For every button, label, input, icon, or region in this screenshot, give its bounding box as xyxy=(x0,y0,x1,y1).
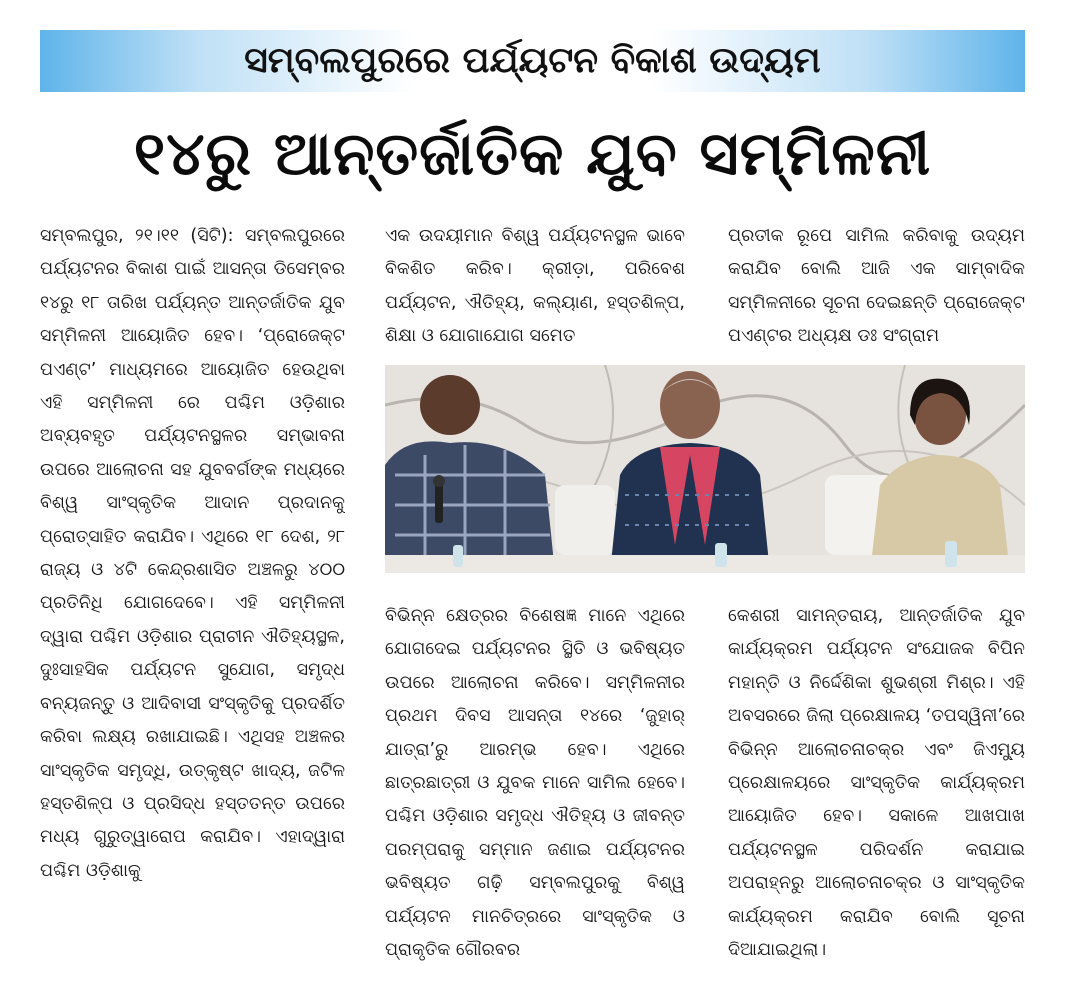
press-conference-photo xyxy=(385,365,1025,573)
column-3-bottom-text: କେଶରୀ ସାମନ୍ତରାୟ, ଆନ୍ତର୍ଜାତିକ ଯୁବ କାର୍ଯ୍ୟକ୍ରମ ପର୍ଯ୍ୟଟନ ସଂଯୋଜକ ବିପିନ ମହାନ୍ତି ଓ ନିର୍ଦ୍ଦେଶିକା ଶୁଭଶ୍ରୀ ମିଶ୍ର। ଏହି ଅବସରରେ ଜିଲା ପ୍ରେକ୍ଷାଳୟ ‘ତପସ୍ୱିନୀ’ରେ ବିଭିନ୍ନ ଆଲୋଚନାଚକ୍ର ଏବଂ ଜିଏମ୍ୟୁ ପ୍ରେକ୍ଷାଳୟରେ ସାଂସ୍କୃତିକ କାର୍ଯ୍ୟକ୍ରମ ଆୟୋଜିତ ହେବ। ସକାଳେ ଆଖପାଖ ପର୍ଯ୍ୟଟନସ୍ଥଳ ପରିଦର୍ଶନ କରାଯାଇ ଅପରାହ୍ନରୁ ଆଲୋଚନାଚକ୍ର ଓ ସାଂସ୍କୃତିକ କାର୍ଯ୍ୟକ୍ରମ କରାଯିବ ବୋଲି ସୂଚନା ଦିଆଯାଇଥିଲା। xyxy=(728,606,1025,961)
article-column-3-bottom xyxy=(728,600,1025,988)
column-2-bottom-text: ବିଭିନ୍ନ କ୍ଷେତ୍ରର ବିଶେଷଜ୍ଞ ମାନେ ଏଥିରେ ଯୋଗଦେଇ ପର୍ଯ୍ୟଟନର ସ୍ଥିତି ଓ ଭବିଷ୍ୟତ ଉପରେ ଆଲୋଚନା କରିବେ। ସମ୍ମିଳନୀର ପ୍ରଥମ ଦିବସ ଆସନ୍ତା ୧୪ରେ ‘ଜୁହାର୍ ଯାତ୍ରା’ରୁ ଆରମ୍ଭ ହେବ। ଏଥିରେ ଛାତ୍ରଛାତ୍ରୀ ଓ ଯୁବକ ମାନେ ସାମିଲ ହେବେ। ପଶ୍ଚିମ ଓଡ଼ିଶାର ସମୃଦ୍ଧ ଐତିହ୍ୟ ଓ ଜୀବନ୍ତ ପରମ୍ପରାକୁ ସମ୍ମାନ ଜଣାଇ ପର୍ଯ୍ୟଟନର ଭବିଷ୍ୟତ ଗଢ଼ି ସମ୍ବଲପୁରକୁ ବିଶ୍ୱ ପର୍ଯ୍ୟଟନ ମାନଚିତ୍ରରେ ସାଂସ୍କୃତିକ ଓ ପ୍ରାକୃତିକ ଗୌରବର xyxy=(385,606,685,961)
article-column-2-bottom xyxy=(385,600,685,988)
microphone-head xyxy=(433,475,445,487)
center-person-body xyxy=(610,443,770,573)
article-column-2-top xyxy=(385,220,685,355)
article-column-3-top xyxy=(728,220,1025,355)
water-bottle xyxy=(715,543,727,567)
center-person-head xyxy=(660,371,720,439)
column-1-text: ସମ୍ବଲପୁର, ୨୧।୧୧ (ସିଟି): ସମ୍ବଲପୁରରେ ପର୍ଯ୍ୟଟନର ବିକାଶ ପାଇଁ ଆସନ୍ତା ଡିସେମ୍ବର ୧୪ରୁ ୧୮ ତାରିଖ ପର୍ଯ୍ୟନ୍ତ ଆନ୍ତର୍ଜାତିକ ଯୁବ ସମ୍ମିଳନୀ ଆୟୋଜିତ ହେବ। ‘ପ୍ରୋଜେକ୍ଟ ପଏଣ୍ଟ’ ମାଧ୍ୟମରେ ଆୟୋଜିତ ହେଉଥିବା ଏହି ସମ୍ମିଳନୀ ରେ ପଶ୍ଚିମ ଓଡ଼ିଶାର ଅବ୍ୟବହୃତ ପର୍ଯ୍ୟଟନସ୍ଥଳର ସମ୍ଭାବନା ଉପରେ ଆଲୋଚନା ସହ ଯୁବବର୍ଗଙ୍କ ମଧ୍ୟରେ ବିଶ୍ୱ ସାଂସ୍କୃତିକ ଆଦାନ ପ୍ରଦାନକୁ ପ୍ରୋତ୍ସାହିତ କରାଯିବ। ଏଥିରେ ୧୮ ଦେଶ, ୨୮ ରାଜ୍ୟ ଓ ୪ଟି କେନ୍ଦ୍ରଶାସିତ ଅଞ୍ଚଳରୁ ୪୦୦ ପ୍ରତିନିଧି ଯୋଗଦେବେ। ଏହି ସମ୍ମିଳନୀ ଦ୍ୱାରା ପଶ୍ଚିମ ଓଡ଼ିଶାର ପ୍ରାଚୀନ ଐତିହ୍ୟସ୍ଥଳ, ଦୁଃସାହସିକ ପର୍ଯ୍ୟଟନ ସୁଯୋଗ, ସମୃଦ୍ଧ ବନ୍ୟଜନ୍ତୁ ଓ ଆଦିବାସୀ ସଂସ୍କୃତିକୁ ପ୍ରଦର୍ଶିତ କରିବା ଲକ୍ଷ୍ୟ ରଖାଯାଇଛି। ଏଥିସହ ଅଞ୍ଚଳର ସାଂସ୍କୃତିକ ସମୃଦ୍ଧି, ଉତ୍କୃଷ୍ଟ ଖାଦ୍ୟ, ଜଟିଳ ହସ୍ତଶିଳ୍ପ ଓ ପ୍ରସିଦ୍ଧ ହସ୍ତତନ୍ତ ଉପରେ ମଧ୍ୟ ଗୁରୁତ୍ୱାରୋପ କରାଯିବ। ଏହାଦ୍ୱାରା ପଶ୍ଚିମ ଓଡ଼ିଶାକୁ xyxy=(40,226,345,881)
left-person-head xyxy=(420,375,480,435)
kicker: ସମ୍ବଲପୁରରେ ପର୍ଯ୍ୟଟନ ବିକାଶ ଉଦ୍ୟମ xyxy=(244,40,821,81)
microphone xyxy=(435,483,443,523)
column-2-top-text: ଏକ ଉଦୟୀମାନ ବିଶ୍ୱ ପର୍ଯ୍ୟଟନସ୍ଥଳ ଭାବେ ବିକଶିତ କରିବ। କ୍ରୀଡ଼ା, ପରିବେଶ ପର୍ଯ୍ୟଟନ, ଐତିହ୍ୟ, କଲ୍ୟାଣ, ହସ୍ତଶିଳ୍ପ, ଶିକ୍ଷା ଓ ଯୋଗାଯୋଗ ସମେତ xyxy=(385,226,685,347)
photo-illustration xyxy=(385,365,1025,573)
column-3-top-text: ପ୍ରତୀକ ରୂପେ ସାମିଲ କରିବାକୁ ଉଦ୍ୟମ କରାଯିବ ବୋଲି ଆଜି ଏକ ସାମ୍ବାଦିକ ସମ୍ମିଳନୀରେ ସୂଚନା ଦେଇଛନ୍ତି ପ୍ରୋଜେକ୍ଟ ପଏଣ୍ଟର ଅଧ୍ୟକ୍ଷ ଡଃ ସଂଗ୍ରାମ xyxy=(728,226,1025,347)
table xyxy=(385,555,1025,573)
water-bottle xyxy=(945,541,957,567)
article-column-1 xyxy=(40,220,345,988)
chair-back xyxy=(555,485,615,555)
headline: ୧୪ରୁ ଆନ୍ତର୍ଜାତିକ ଯୁବ ସମ୍ମିଳନୀ xyxy=(133,119,932,189)
water-bottle xyxy=(453,545,463,567)
